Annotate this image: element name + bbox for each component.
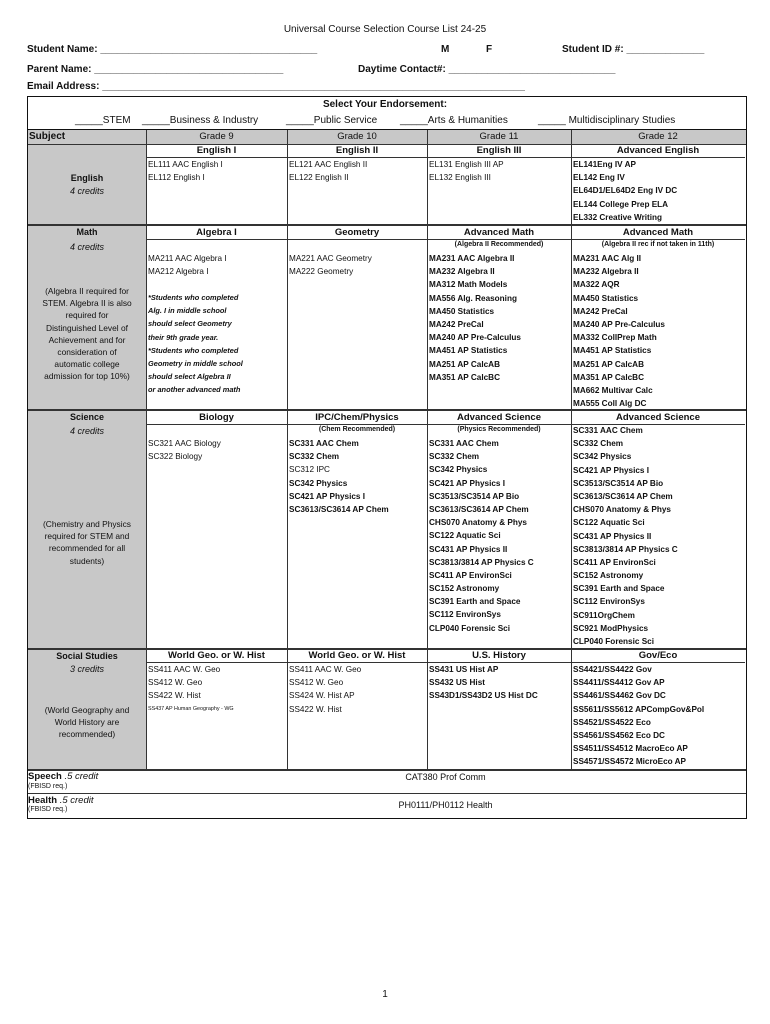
list-item[interactable]: SC911OrgChem [573,610,635,620]
social-g11-head: U.S. History [472,650,526,661]
list-item[interactable]: MA231 AAC Alg II [573,254,642,263]
science-g10-head: IPC/Chem/Physics [315,412,399,423]
list-item[interactable]: SS4561/SS4562 Eco DC [573,730,665,740]
grid-line [427,130,428,770]
social-credits: 3 credits [69,664,104,674]
english-g12-courses [573,158,677,224]
list-item[interactable]: MA450 Statistics [429,306,495,316]
list-item[interactable]: SC3813/3814 AP Physics C [573,544,678,554]
list-item[interactable]: SC3613/SC3614 AP Chem [289,504,389,514]
list-item[interactable]: SC342 Physics [429,465,488,475]
list-item[interactable]: MA231 AAC Algebra II [429,254,515,263]
math-g11-note: (Algebra II Recommended) [454,241,544,248]
list-item[interactable]: SS412 W. Geo [289,678,344,688]
list-item[interactable]: SS4461/SS4462 Gov DC [573,691,666,701]
social-g9-courses [148,663,234,716]
english-g10-courses [289,158,367,184]
math-subject: Math [76,227,98,237]
list-item[interactable]: SC3613/SC3614 AP Chem [573,491,673,501]
page-title: Universal Course Selection Course List 24-25 [283,24,487,35]
list-item[interactable]: EL111 AAC English I [148,160,223,169]
list-item[interactable]: SC411 AP EnvironSci [429,570,512,580]
list-item[interactable]: SC331 AAC Chem [289,439,359,448]
english-g12-head: Advanced English [616,145,700,156]
list-item[interactable]: EL132 English III [429,173,491,183]
english-g9-head: English I [196,145,237,156]
list-item[interactable]: SS411 AAC W. Geo [289,665,362,674]
speech-req: (FBISD req.) [28,783,68,790]
list-item[interactable]: MA212 Algebra I [148,267,209,277]
subject-col-english [28,144,146,224]
list-item[interactable]: MA451 AP Statistics [573,346,652,356]
science-note: (Chemistry and Physics required for STEM and recommended for all students) [43,519,131,566]
grade-11-header: Grade 11 [479,131,519,142]
grade-12-header: Grade 12 [638,131,678,142]
endorsement-multidisciplinary[interactable]: _____ Multidisciplinary Studies [538,115,676,126]
english-g11-head: English III [476,145,522,156]
list-item[interactable]: CLP040 Forensic Sci [429,623,510,633]
science-g11-note: (Physics Recommended) [457,426,541,433]
list-item[interactable]: SC3513/SC3514 AP Bio [429,491,520,501]
list-item[interactable]: MA211 AAC Algebra I [148,254,227,263]
science-g9-head: Biology [199,412,234,423]
list-item[interactable]: CHS070 Anatomy & Phys [573,505,671,515]
list-item[interactable]: SC331 AAC Chem [573,426,643,435]
list-item[interactable]: SS43D1/SS43D2 US Hist DC [429,691,538,701]
grid-line [146,239,745,240]
math-g9-courses [148,252,227,278]
list-item[interactable]: EL112 English I [148,173,205,183]
list-item[interactable]: MA222 Geometry [289,267,354,277]
list-item[interactable]: SS5611/SS5612 APCompGov&Pol [573,704,705,714]
list-item[interactable]: EL131 English III AP [429,160,504,169]
list-item[interactable]: SC431 AP Physics II [573,531,652,541]
list-item[interactable]: SC421 AP Physics I [429,478,506,488]
math-g10-head: Geometry [334,227,380,238]
daytime-contact-field[interactable]: Daytime Contact#: ______________________________ [358,64,616,75]
list-item[interactable]: SS4521/SS4522 Eco [573,717,651,727]
math-g12-note: (Algebra II rec if not taken in 11th) [601,241,715,248]
sex-f-option[interactable]: F [486,44,493,55]
math-g9-head: Algebra I [196,227,237,238]
list-item[interactable]: SC431 AP Physics II [429,544,508,554]
list-item[interactable]: MA221 AAC Geometry [289,254,372,263]
list-item[interactable]: MA555 Coll Alg DC [573,399,647,409]
list-item[interactable]: MA662 Multivar Calc [573,385,653,395]
list-item[interactable]: SS412 W. Geo [148,678,203,688]
science-g12-courses [573,424,678,648]
list-item[interactable]: SC342 Physics [573,452,632,462]
list-item[interactable]: SC332 Chem [289,452,340,462]
list-item[interactable]: SC112 EnvironSys [429,610,501,620]
list-item[interactable]: EL141Eng IV AP [573,160,636,169]
health-req: (FBISD req.) [28,806,68,813]
list-item[interactable]: SC421 AP Physics I [289,491,366,501]
sex-m-option[interactable]: M [441,44,450,55]
social-g11-courses [429,663,538,703]
list-item[interactable]: MA251 AP CalcAB [429,359,500,369]
list-item[interactable]: EL121 AAC English II [289,160,368,169]
list-item[interactable]: MA451 AP Statistics [429,346,508,356]
list-item[interactable]: SS424 W. Hist AP [289,691,355,701]
science-g9-courses [148,437,221,463]
math-g11-courses [429,252,521,384]
list-item[interactable]: SC332 Chem [573,439,624,449]
list-item[interactable]: SC3813/3814 AP Physics C [429,557,534,567]
list-item[interactable]: SS4411/SS4412 Gov AP [573,678,665,688]
list-item[interactable]: SC342 Physics [289,478,348,488]
list-item[interactable]: SC391 Earth and Space [429,597,521,607]
list-item[interactable]: SC3613/SC3614 AP Chem [429,504,529,514]
list-item[interactable]: SS4421/SS4422 Gov [573,665,652,674]
list-item[interactable]: MA351 AP CalcBC [573,372,644,382]
list-item[interactable]: SC122 Aquatic Sci [573,518,645,528]
social-g12-courses [573,663,704,769]
list-item[interactable]: SC122 Aquatic Sci [429,531,501,541]
english-g9-courses [148,158,223,184]
social-g12-head: Gov/Eco [638,650,678,661]
science-g11-head: Advanced Science [457,412,541,423]
list-item[interactable]: EL64D1/EL64D2 Eng IV DC [573,186,678,196]
speech-course[interactable]: CAT380 Prof Comm [405,772,486,782]
list-item[interactable]: MA240 AP Pre-Calculus [573,319,665,329]
student-id-field[interactable]: Student ID #: ______________ [562,44,705,55]
english-credits: 4 credits [69,186,104,196]
list-item[interactable]: EL144 College Prep ELA [573,199,669,209]
list-item[interactable]: MA351 AP CalcBC [429,372,500,382]
math-g12-head: Advanced Math [622,227,694,238]
grid-line [28,793,746,794]
list-item[interactable]: MA332 CollPrep Math [573,333,657,343]
list-item[interactable]: SC3513/SC3514 AP Bio [573,478,664,488]
list-item[interactable]: MA232 Algebra II [429,267,495,277]
social-note: (World Geography and World History are recommended) [44,705,130,740]
math-g9-notes: *Students who completed Alg. I in middle school should select Geometry their 9th grade year. *Students who completed Geometry in middle school should select Algebra II or another advanced math [148,293,243,395]
list-item[interactable]: MA322 AQR [573,280,620,290]
list-item[interactable]: EL142 Eng IV [573,173,625,183]
math-g10-courses [289,252,372,278]
list-item[interactable]: SC321 AAC Biology [148,439,221,448]
science-subject: Science [69,412,105,422]
parent-name-field[interactable]: Parent Name: __________________________________ [27,64,284,75]
math-credits: 4 credits [69,242,104,252]
list-item[interactable]: SS431 US Hist AP [429,665,499,674]
email-field[interactable]: Email Address: ____________________________________________________________________________ [27,81,525,92]
endorsement-arts[interactable]: _____Arts & Humanities [400,115,508,126]
list-item[interactable]: MA556 Alg. Reasoning [429,293,517,303]
list-item[interactable]: SS4511/SS4512 MacroEco AP [573,744,688,754]
math-g12-courses [573,252,665,410]
math-g11-head: Advanced Math [463,227,535,238]
list-item[interactable]: SC411 AP EnvironSci [573,557,656,567]
list-item[interactable]: SC152 Astronomy [429,584,500,594]
list-item[interactable]: MA242 PreCal [573,306,628,316]
list-item[interactable]: SC391 Earth and Space [573,584,665,594]
social-g10-head: World Geo. or W. Hist [308,650,406,661]
list-item[interactable]: MA251 AP CalcAB [573,359,644,369]
grid-line [28,769,746,771]
list-item[interactable]: MA240 AP Pre-Calculus [429,333,521,343]
list-item[interactable]: SS4571/SS4572 MicroEco AP [573,757,687,767]
math-note: (Algebra II required for STEM. Algebra II is also required for Distinguished Level of Achievement and for consideration of automatic college admission for top 10%) [42,286,132,382]
social-g9-head: World Geo. or W. Hist [168,650,265,661]
endorsement-title: Select Your Endorsement: [322,99,448,110]
grade-9-header: Grade 9 [199,131,234,142]
endorsement-business[interactable]: _____Business & Industry [142,115,259,126]
list-item[interactable]: MA242 PreCal [429,319,484,329]
list-item[interactable]: SC112 EnvironSys [573,597,645,607]
health-label: Health .5 credit [28,795,94,806]
list-item[interactable]: MA312 Math Models [429,280,508,290]
science-g10-courses [289,437,389,516]
list-item[interactable]: MA450 Statistics [573,293,639,303]
list-item[interactable]: MA232 Algebra II [573,267,639,277]
subject-header: Subject [29,131,66,142]
list-item[interactable]: SC421 AP Physics I [573,465,650,475]
science-credits: 4 credits [69,426,104,436]
list-item[interactable]: SS411 AAC W. Geo [148,665,221,674]
page-number: 1 [382,989,388,1000]
social-subject: Social Studies [56,651,118,661]
list-item[interactable]: SS437 AP Human Geography - WG [148,705,234,712]
grade-10-header: Grade 10 [337,131,377,142]
list-item[interactable]: SS422 W. Hist [148,691,201,701]
grid-line [287,130,288,770]
english-g11-courses [429,158,504,184]
list-item[interactable]: SC921 ModPhysics [573,623,649,633]
grid-line [146,130,147,770]
list-item[interactable]: SC152 Astronomy [573,571,644,581]
list-item[interactable]: SC312 IPC [289,465,330,475]
list-item[interactable]: CLP040 Forensic Sci [573,637,654,646]
endorsement-stem[interactable]: _____STEM [75,115,131,126]
science-g11-courses [429,437,534,635]
english-g10-head: English II [335,145,379,156]
health-course[interactable]: PH0111/PH0112 Health [398,800,493,810]
student-name-field[interactable]: Student Name: _______________________________________ [27,44,318,55]
english-subject: English [70,173,104,183]
list-item[interactable]: SS422 W. Hist [289,704,342,714]
list-item[interactable]: SC331 AAC Chem [429,439,499,448]
list-item[interactable]: EL122 English II [289,173,349,183]
list-item[interactable]: EL332 Creative Writing [573,212,663,222]
endorsement-public-service[interactable]: _____Public Service [286,115,378,126]
grid-line [571,130,572,770]
science-g10-note: (Chem Recommended) [318,426,396,433]
social-g10-courses [289,663,361,716]
list-item[interactable]: SS432 US Hist [429,678,485,688]
list-item[interactable]: SC322 Biology [148,452,203,462]
list-item[interactable]: SC332 Chem [429,452,480,462]
speech-label: Speech .5 credit [28,771,99,782]
science-g12-head: Advanced Science [616,412,700,423]
list-item[interactable]: CHS070 Anatomy & Phys [429,518,527,528]
